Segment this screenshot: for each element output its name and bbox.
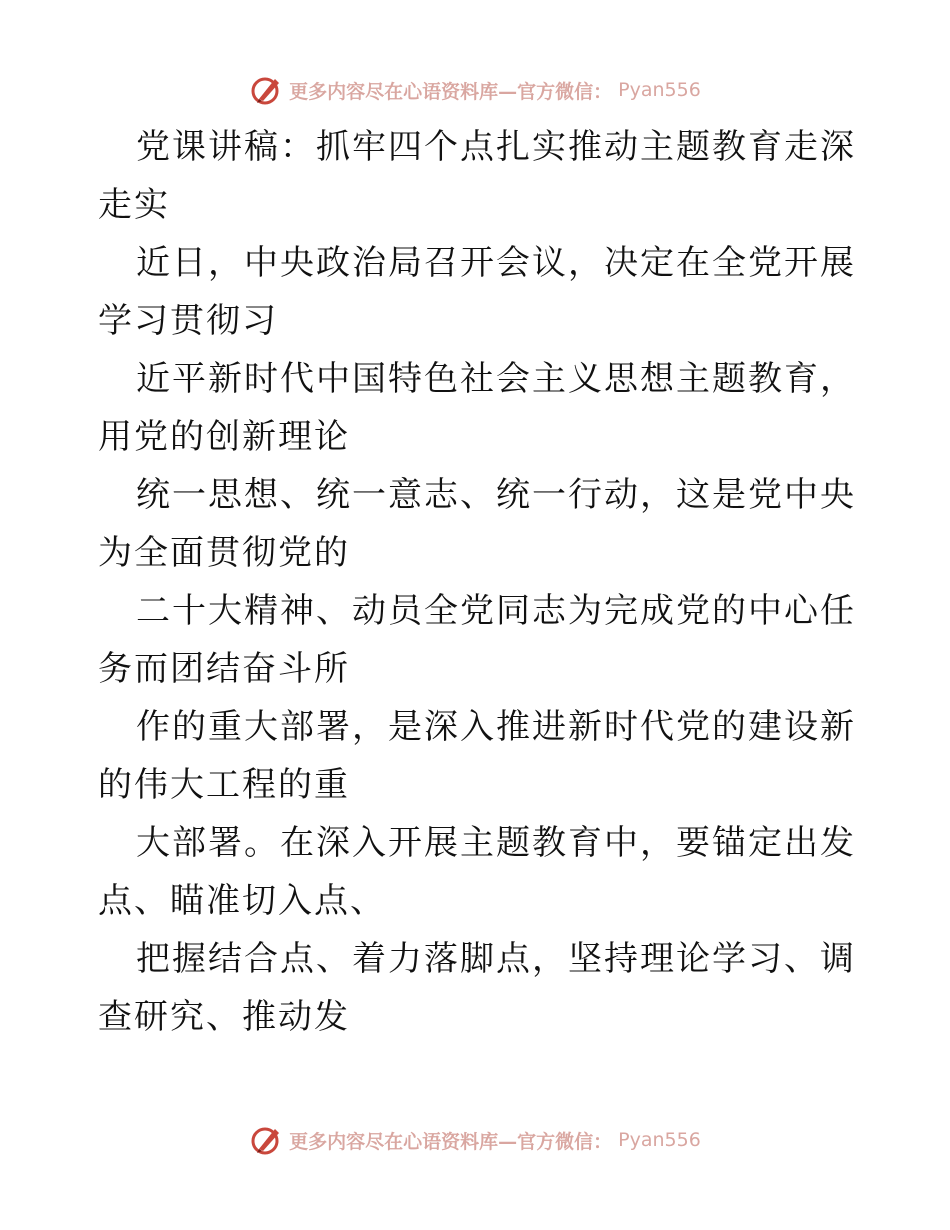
watermark-wechat-id: Pyan556	[618, 1129, 701, 1151]
watermark-text: 更多内容尽在心语资料库—官方微信：	[289, 1130, 613, 1153]
paragraph: 近平新时代中国特色社会主义思想主题教育，用党的创新理论	[98, 359, 856, 457]
footer-watermark	[0, 1120, 950, 1160]
header-watermark	[0, 70, 950, 110]
document-body	[98, 118, 858, 1046]
watermark-wechat-id: Pyan556	[618, 79, 701, 101]
document-title: 党课讲稿：抓牢四个点扎实推动主题教育走深走实	[98, 127, 856, 225]
paragraph: 把握结合点、着力落脚点，坚持理论学习、调查研究、推动发	[98, 939, 856, 1037]
paragraph: 大部署。在深入开展主题教育中，要锚定出发点、瞄准切入点、	[98, 823, 856, 921]
paragraph: 近日，中央政治局召开会议，决定在全党开展学习贯彻习	[98, 243, 856, 341]
paragraph: 作的重大部署，是深入推进新时代党的建设新的伟大工程的重	[98, 707, 856, 805]
paragraph: 二十大精神、动员全党同志为完成党的中心任务而团结奋斗所	[98, 591, 856, 689]
pen-nib-circle-icon	[249, 73, 283, 107]
watermark-text: 更多内容尽在心语资料库—官方微信：	[289, 80, 613, 103]
pen-nib-circle-icon	[249, 1123, 283, 1157]
paragraph: 统一思想、统一意志、统一行动，这是党中央为全面贯彻党的	[98, 475, 856, 573]
